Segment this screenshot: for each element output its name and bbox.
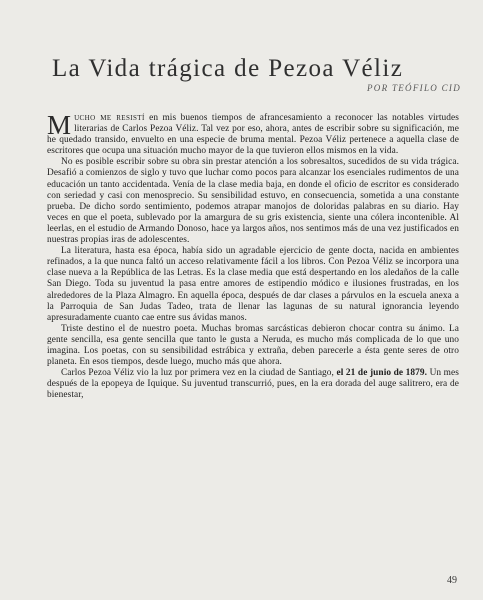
paragraph-text: en mis buenos tiempos de afrancesamiento a reconocer las notables virtudes literarias de Carlos Pezoa Véliz. Tal vez por eso, ahora, antes de escribir sobre su significación, me he quedado transido, envuelto en una especie de bruma mental. Pezoa Véliz pertenece a aquella clase de escritores que ocupa una situación mucho mayor de la que tuvieron ellos mismos en la vida. — [47, 113, 459, 157]
author-line: POR TEÓFILO CID — [367, 83, 461, 93]
article-body — [47, 110, 459, 401]
body-paragraph: No es posible escribir sobre su obra sin prestar atención a los sobresaltos, sucedidos de su vida trágica. Desafió a comienzos de siglo y tuvo que luchar como pocos para alcanzar los esenciales rudimentos de una educación un tanto accidentada. Venía de la clase media baja, en donde el oficio de escritor es considerado con seriedad y casi con menosprecio. Su sensibilidad estuvo, en consecuencia, sometida a una constante prueba. De dicho sordo sentimiento, podemos atrapar manojos de doloridas palabras en su diario. Hay veces en que el poeta, sublevado por la amargura de su gris existencia, siente una cólera incontenible. Al leerlas, en el estudio de Armando Donoso, hace ya largos años, nos sentimos más de una vez justificados en nuestras propias iras de adolescentes. — [47, 157, 459, 246]
body-paragraph: La literatura, hasta esa época, había sido un agradable ejercicio de gente docta, nacida en ambientes refinados, a la que nunca faltó un acceso relativamente fácil a los libros. Con Pezoa Véliz se incorpora una clase nueva a la República de las Letras. Es la clase media que está despertando en los aledaños de la calle San Diego. Toda su juventud la pasa entre amores de estipendio módico e ilusiones frustradas, en los alrededores de la Plaza Almagro. En aquella época, después de dar clases a párvulos en la escuela anexa a la Parroquia de San Judas Tadeo, trata de llenar las lagunas de su natural ignorancia leyendo apresuradamente cuanto cae entre sus ávidas manos. — [47, 246, 459, 323]
body-paragraph — [47, 368, 459, 401]
paragraph-text: Carlos Pezoa Véliz vio la luz por primera vez en la ciudad de Santiago, — [61, 368, 334, 379]
body-paragraph: Triste destino el de nuestro poeta. Muchas bromas sarcásticas debieron chocar contra su ánimo. La gente sencilla, esa gente sencilla que tanto le gusta a Neruda, es mucho más complicada de lo que uno imagina. Los poetas, con su sensibilidad estrábica y extraña, deben parecerle a ésta gente seres de otro planeta. En esos tiempos, desde luego, mucho más que ahora. — [47, 323, 459, 368]
first-paragraph — [47, 110, 459, 157]
page-number: 49 — [447, 575, 457, 586]
paragraph-text: Un mes después de la epopeya de Iquique. Su juventud transcurrió, pues, en la era dorada del auge salitrero, era de bienestar, — [47, 368, 459, 401]
article-title: La Vida trágica de Pezoa Véliz — [52, 54, 404, 82]
small-caps-opening: ucho me resistí — [74, 113, 145, 123]
drop-cap: M — [47, 110, 72, 140]
highlighted-date: el 21 de junio de 1879. — [336, 368, 428, 379]
